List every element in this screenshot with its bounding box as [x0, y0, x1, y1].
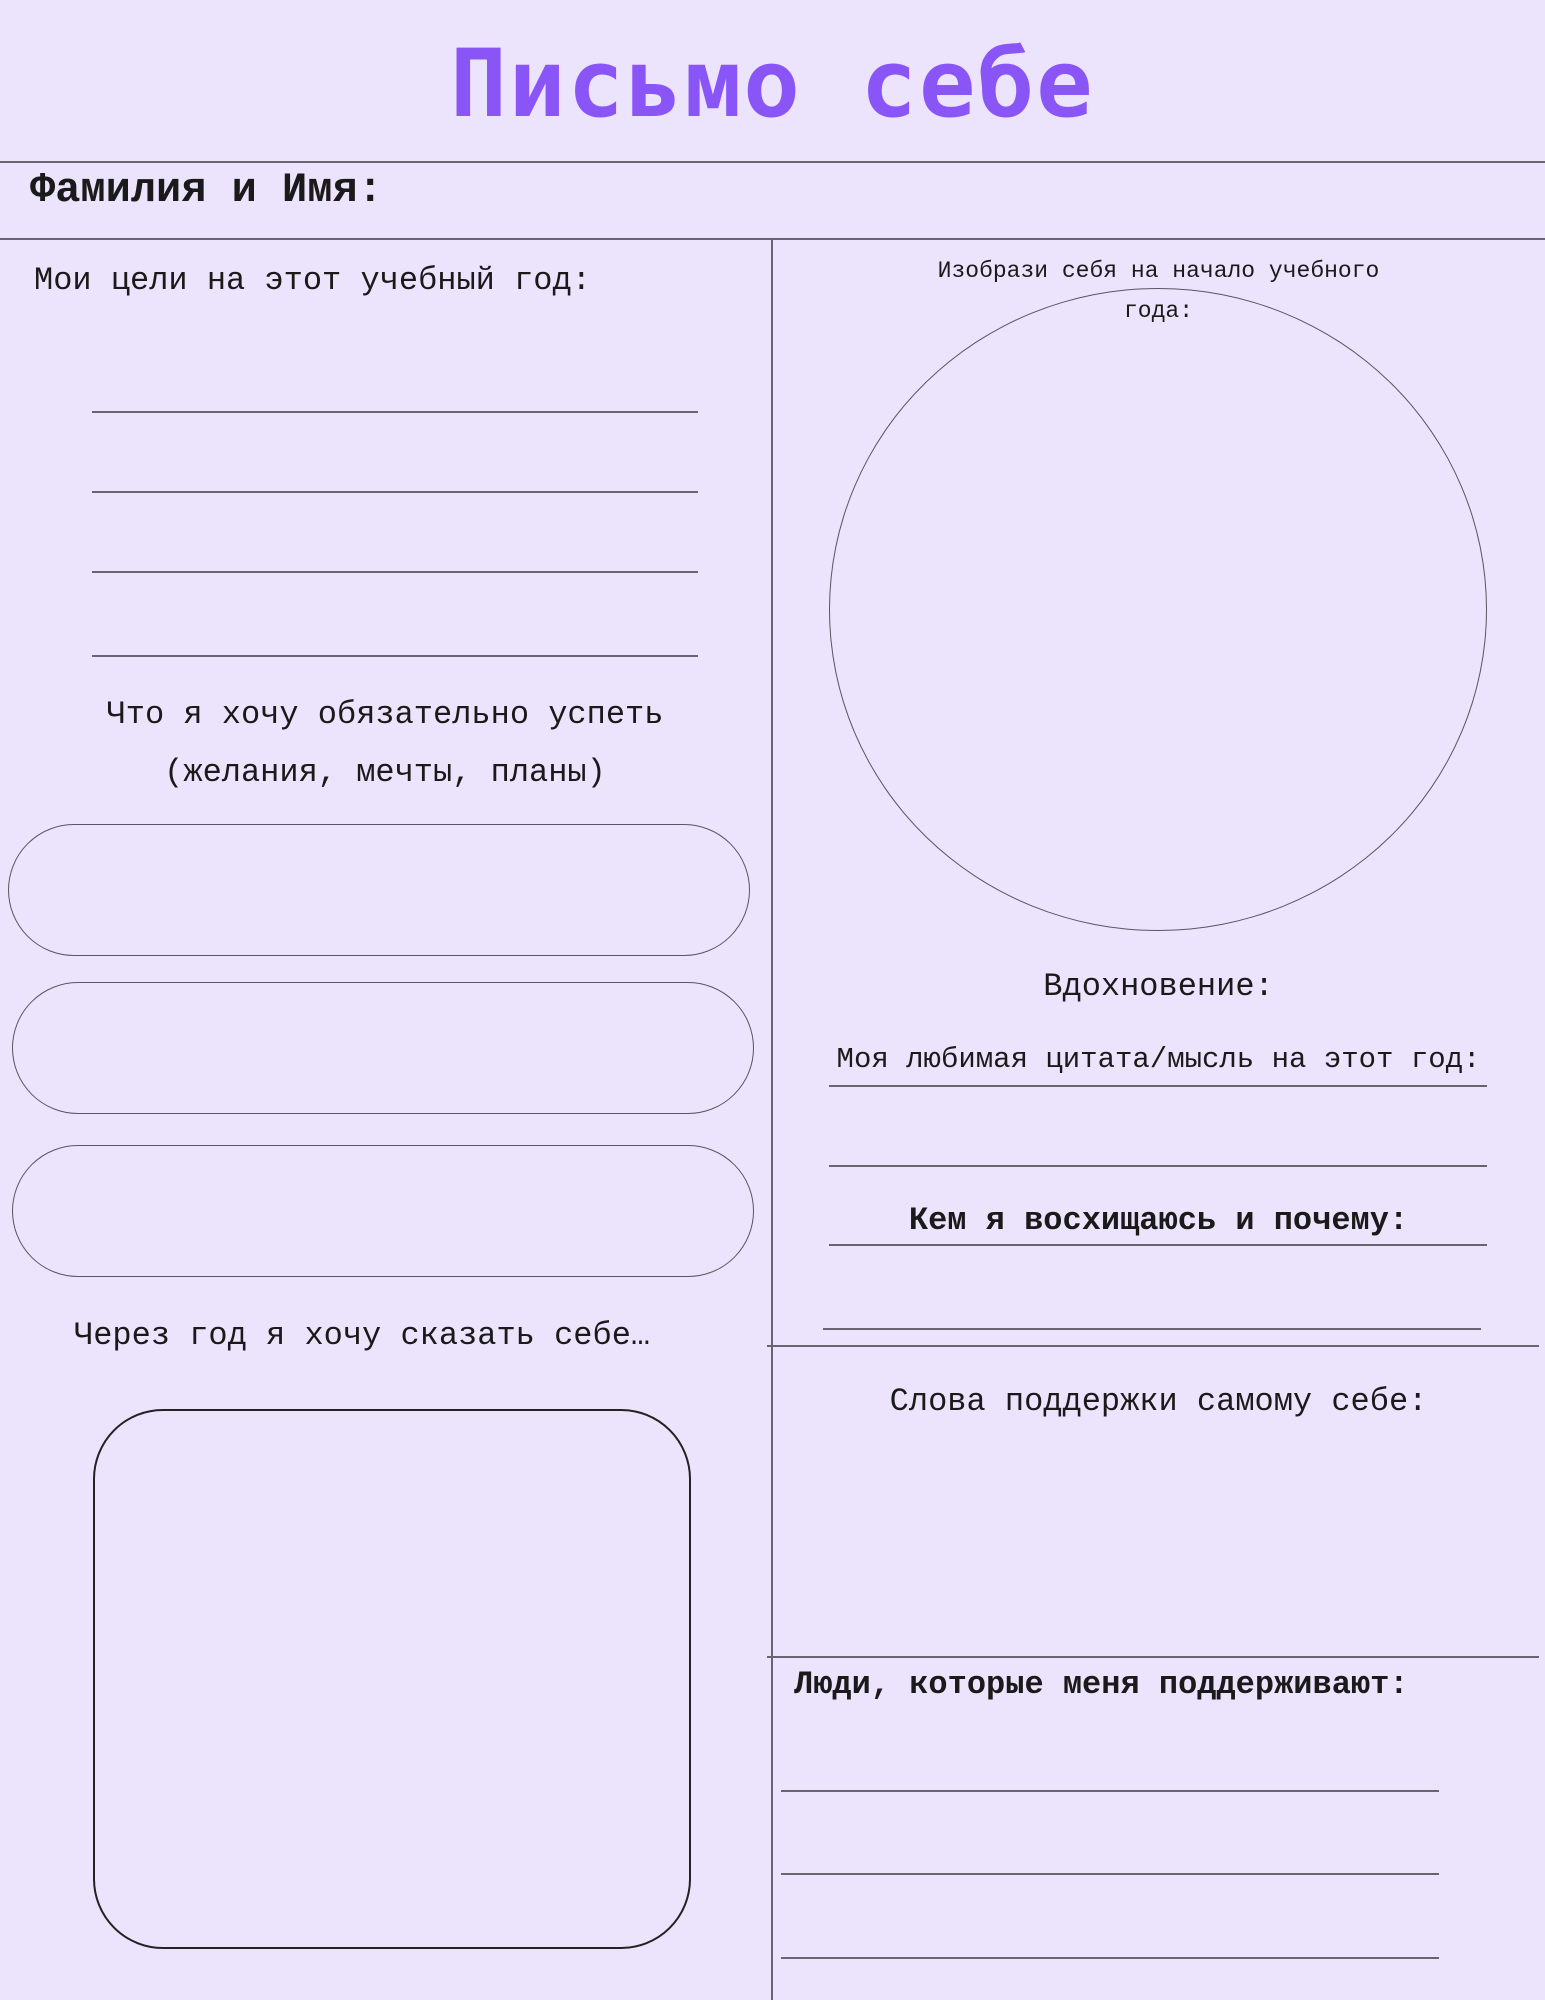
support-words-label: Слова поддержки самому себе:: [889, 1383, 1428, 1420]
quote-write-line[interactable]: [829, 1085, 1487, 1087]
divider-top: [0, 161, 1545, 163]
portrait-label: Изобрази себя на начало учебного: [937, 258, 1380, 284]
divider-supporters: [767, 1656, 1539, 1658]
inspiration-label: Вдохновение:: [1043, 968, 1274, 1005]
divider-support: [767, 1345, 1539, 1347]
supporter-write-line[interactable]: [781, 1957, 1439, 1959]
admire-label: Кем я восхищаюсь и почему:: [908, 1202, 1409, 1239]
goal-write-line[interactable]: [92, 491, 698, 493]
wishes-sublabel: (желания, мечты, планы): [164, 754, 606, 791]
quote-write-line[interactable]: [829, 1165, 1487, 1167]
wish-box[interactable]: [8, 824, 750, 956]
portrait-circle[interactable]: [829, 288, 1487, 931]
wish-box[interactable]: [12, 982, 754, 1114]
wishes-label: Что я хочу обязательно успеть: [106, 696, 664, 733]
divider-center: [771, 240, 773, 2000]
name-label: Фамилия и Имя:: [30, 166, 383, 214]
goals-label: Мои цели на этот учебный год:: [34, 262, 591, 299]
goal-write-line[interactable]: [92, 411, 698, 413]
goal-write-line[interactable]: [92, 571, 698, 573]
supporters-label: Люди, которые меня поддерживают:: [794, 1666, 1409, 1703]
portrait-sublabel: года:: [1123, 298, 1193, 324]
supporter-write-line[interactable]: [781, 1790, 1439, 1792]
admire-write-line[interactable]: [823, 1328, 1481, 1330]
page-title: Письмо себе: [450, 30, 1095, 139]
future-message-box[interactable]: [93, 1409, 691, 1949]
supporter-write-line[interactable]: [781, 1873, 1439, 1875]
quote-label: Моя любимая цитата/мысль на этот год:: [836, 1043, 1481, 1076]
wish-box[interactable]: [12, 1145, 754, 1277]
admire-write-line[interactable]: [829, 1244, 1487, 1246]
future-label: Через год я хочу сказать себе…: [74, 1317, 651, 1354]
goal-write-line[interactable]: [92, 655, 698, 657]
